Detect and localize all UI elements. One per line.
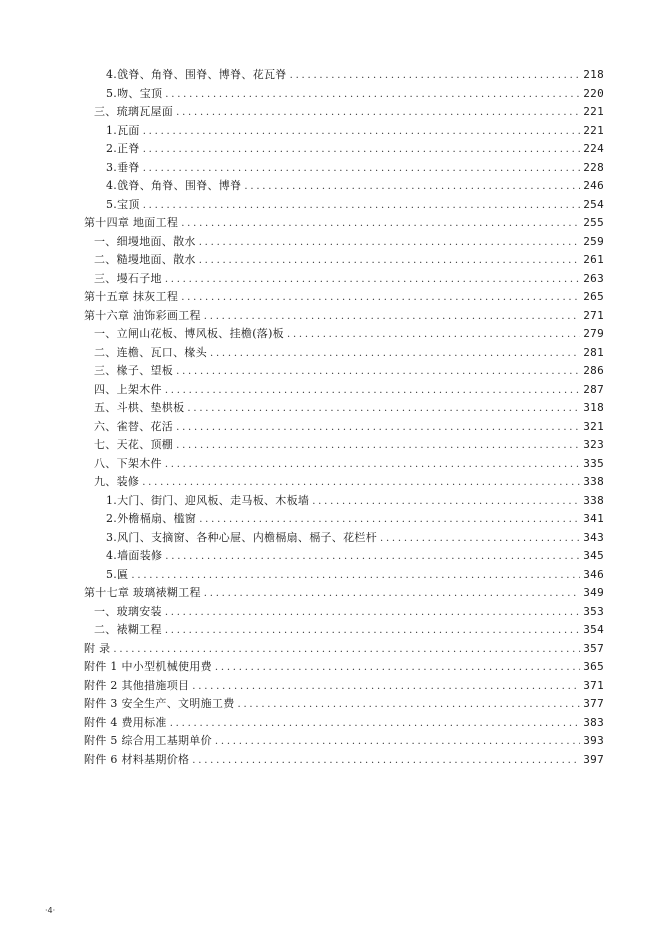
toc-entry [84, 344, 604, 363]
toc-entry [84, 233, 604, 252]
toc-entry [84, 547, 604, 566]
toc-leader-dots [165, 622, 580, 641]
toc-entry [84, 159, 604, 178]
toc-entry-page: 383 [583, 715, 604, 729]
toc-entry [84, 529, 604, 548]
toc-entry [84, 140, 604, 159]
toc-entry-label: 六、雀替、花活 [94, 419, 174, 433]
toc-entry-page: 246 [583, 179, 604, 192]
toc-leader-dots [215, 733, 580, 752]
toc-entry-page: 345 [583, 549, 604, 562]
toc-entry-label: 八、下架木件 [94, 456, 162, 470]
toc-entry [84, 492, 604, 511]
toc-entry-page: 279 [583, 327, 604, 340]
toc-entry [84, 122, 604, 141]
toc-entry-page: 346 [583, 567, 604, 581]
toc-entry [84, 103, 604, 122]
toc-leader-dots [210, 345, 580, 364]
toc-leader-dots [143, 141, 581, 160]
toc-leader-dots [192, 678, 580, 697]
toc-entry [84, 732, 604, 751]
toc-entry [84, 640, 604, 659]
toc-leader-dots [165, 86, 580, 105]
toc-entry [84, 695, 604, 714]
toc-entry-label: 附件 2 其他措施项目 [84, 678, 190, 692]
page-number: ·4· [45, 906, 56, 915]
toc-leader-dots [181, 215, 580, 234]
toc-leader-dots [287, 326, 580, 345]
toc-leader-dots [165, 604, 580, 623]
toc-entry [84, 66, 604, 85]
toc-entry-page: 321 [583, 419, 604, 433]
toc-leader-dots [199, 511, 580, 530]
toc-leader-dots [143, 160, 581, 179]
toc-entry [84, 381, 604, 400]
toc-entry [84, 603, 604, 622]
toc-entry-page: 354 [583, 623, 604, 636]
toc-entry-page: 221 [583, 123, 604, 137]
toc-entry-page: 228 [583, 160, 604, 174]
toc-entry [84, 399, 604, 418]
toc-entry-label: 3.风门、支摘窗、各种心屉、内檐槅扇、槅子、花栏杆 [106, 530, 377, 544]
toc-entry-label: 5.宝顶 [106, 197, 140, 211]
toc-entry-label: 一、玻璃安装 [94, 604, 162, 618]
toc-leader-dots [215, 659, 580, 678]
toc-entry-page: 357 [583, 641, 604, 655]
toc-entry-label: 三、墁石子地 [94, 271, 162, 285]
toc-leader-dots [170, 715, 581, 734]
toc-entry-page: 393 [583, 734, 604, 747]
toc-entry-page: 343 [583, 530, 604, 544]
toc-entry-label: 三、椽子、望板 [94, 364, 174, 377]
toc-entry-label: 4.戗脊、角脊、围脊、博脊 [106, 179, 242, 192]
toc-leader-dots [204, 585, 580, 604]
toc-leader-dots [142, 474, 580, 493]
toc-leader-dots [199, 252, 581, 271]
toc-entry-label: 一、细墁地面、散水 [94, 234, 196, 248]
toc-leader-dots [204, 308, 580, 327]
toc-leader-dots [143, 197, 581, 216]
toc-entry-label: 2.正脊 [106, 142, 140, 155]
toc-entry-label: 附件 3 安全生产、文明施工费 [84, 697, 235, 710]
toc-leader-dots [165, 382, 580, 401]
toc-entry-page: 224 [583, 142, 604, 155]
toc-leader-dots [238, 696, 581, 715]
toc-entry-label: 第十四章 地面工程 [84, 216, 179, 229]
toc-entry-label: 一、立闸山花板、博风板、挂檐(落)板 [94, 327, 284, 340]
toc-entry-label: 1.大门、街门、迎风板、走马板、木板墙 [106, 493, 310, 507]
toc-entry-page: 271 [583, 308, 604, 322]
toc-entry-page: 259 [583, 234, 604, 248]
toc-entry-label: 二、连檐、瓦口、椽头 [94, 345, 207, 359]
toc-entry [84, 621, 604, 640]
toc-leader-dots [165, 548, 580, 567]
toc-entry-label: 附件 1 中小型机械使用费 [84, 660, 212, 673]
toc-entry-page: 255 [583, 216, 604, 229]
toc-entry [84, 751, 604, 770]
toc-leader-dots [165, 271, 580, 290]
toc-entry-label: 4.墙面装修 [106, 549, 163, 562]
toc-entry [84, 325, 604, 344]
toc-leader-dots [131, 567, 580, 586]
toc-entry-label: 5.吻、宝顶 [106, 86, 163, 100]
toc-entry-page: 221 [583, 105, 604, 118]
toc-entry [84, 418, 604, 437]
toc-entry-page: 377 [583, 697, 604, 710]
toc-leader-dots [176, 437, 580, 456]
toc-entry-page: 338 [583, 493, 604, 507]
toc-entry [84, 510, 604, 529]
toc-entry-page: 371 [583, 678, 604, 692]
toc-entry-page: 263 [583, 271, 604, 285]
toc-entry-page: 338 [583, 475, 604, 488]
toc-entry [84, 714, 604, 733]
toc-entry [84, 584, 604, 603]
toc-entry [84, 677, 604, 696]
toc-entry-label: 第十六章 油饰彩画工程 [84, 308, 201, 322]
toc-leader-dots [143, 123, 581, 142]
toc-entry-label: 4.戗脊、角脊、围脊、博脊、花瓦脊 [106, 68, 287, 81]
toc-entry [84, 251, 604, 270]
toc-entry [84, 436, 604, 455]
toc-entry-page: 318 [583, 401, 604, 414]
toc-entry-label: 附件 5 综合用工基期单价 [84, 734, 212, 747]
toc-entry [84, 658, 604, 677]
toc-leader-dots [244, 178, 580, 197]
toc-entry-label: 二、糙墁地面、散水 [94, 253, 196, 266]
toc-entry-label: 九、装修 [94, 475, 140, 488]
toc-entry [84, 288, 604, 307]
toc-leader-dots [176, 419, 580, 438]
toc-leader-dots [192, 752, 580, 771]
toc-entry-label: 5.匾 [106, 567, 129, 581]
toc-entry-label: 二、裱糊工程 [94, 623, 162, 636]
toc-entry [84, 270, 604, 289]
toc-entry-page: 365 [583, 660, 604, 673]
toc-leader-dots [380, 530, 580, 549]
toc-entry [84, 455, 604, 474]
toc-entry-label: 第十七章 玻璃裱糊工程 [84, 586, 201, 599]
toc-entry [84, 362, 604, 381]
toc-entry [84, 196, 604, 215]
toc-entry-label: 第十五章 抹灰工程 [84, 290, 179, 303]
toc-entry-label: 附件 4 费用标准 [84, 715, 167, 729]
toc-entry-label: 七、天花、顶棚 [94, 438, 174, 451]
toc-entry-page: 281 [583, 345, 604, 359]
toc-leader-dots [176, 104, 580, 123]
toc-entry-label: 附件 6 材料基期价格 [84, 752, 190, 766]
toc-leader-dots [290, 67, 581, 86]
toc-entry-label: 附 录 [84, 641, 111, 655]
toc-entry-page: 286 [583, 364, 604, 377]
toc-entry-page: 254 [583, 197, 604, 211]
toc-entry-label: 3.垂脊 [106, 160, 140, 174]
toc-entry [84, 307, 604, 326]
toc-entry-page: 397 [583, 752, 604, 766]
toc-leader-dots [187, 400, 580, 419]
toc-entry [84, 566, 604, 585]
toc-entry [84, 214, 604, 233]
toc-entry-page: 335 [583, 456, 604, 470]
toc-entry-page: 323 [583, 438, 604, 451]
toc-entry [84, 473, 604, 492]
toc-leader-dots [113, 641, 580, 660]
toc-entry-page: 353 [583, 604, 604, 618]
table-of-contents [84, 66, 604, 769]
toc-entry-page: 218 [583, 68, 604, 81]
toc-leader-dots [165, 456, 580, 475]
toc-leader-dots [199, 234, 581, 253]
toc-entry-page: 341 [583, 512, 604, 525]
toc-entry-label: 五、斗栱、垫栱板 [94, 401, 185, 414]
toc-leader-dots [181, 289, 580, 308]
toc-entry-page: 261 [583, 253, 604, 266]
toc-entry-page: 287 [583, 382, 604, 396]
toc-entry [84, 177, 604, 196]
toc-entry-label: 三、琉璃瓦屋面 [94, 105, 174, 118]
toc-leader-dots [312, 493, 580, 512]
toc-entry-label: 四、上架木件 [94, 382, 162, 396]
toc-entry-page: 220 [583, 86, 604, 100]
toc-entry-page: 265 [583, 290, 604, 303]
toc-entry [84, 85, 604, 104]
toc-leader-dots [176, 363, 580, 382]
toc-entry-label: 1.瓦面 [106, 123, 140, 137]
toc-entry-label: 2.外檐槅扇、槛窗 [106, 512, 197, 525]
toc-entry-page: 349 [583, 586, 604, 599]
